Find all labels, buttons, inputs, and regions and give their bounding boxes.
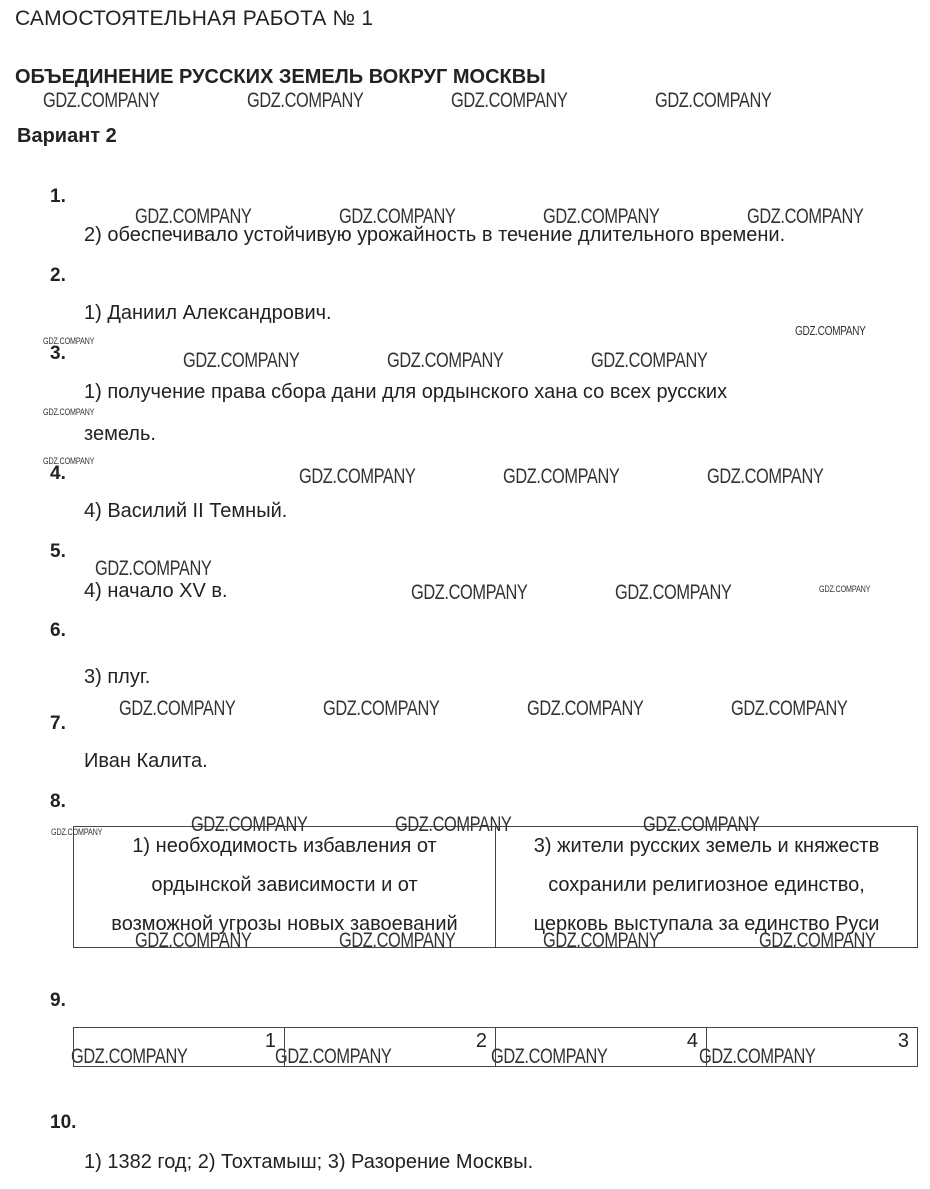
answer-9-cell-2: 2 — [285, 1028, 496, 1067]
answer-8-cell-1-line-2: ордынской зависимости и от — [151, 874, 418, 896]
watermark: GDZ.COMPANY — [387, 349, 504, 372]
watermark: GDZ.COMPANY — [247, 89, 364, 112]
watermark: GDZ.COMPANY — [451, 89, 568, 112]
watermark: GDZ.COMPANY — [275, 1045, 392, 1068]
answer-1: 2) обеспечивало устойчивую урожайность в течение длительного времени. — [84, 224, 786, 246]
answer-10: 1) 1382 год; 2) Тохтамыш; 3) Разорение Москвы. — [84, 1151, 534, 1173]
answer-8-cell-2-line-3: церковь выступала за единство Руси — [533, 913, 880, 935]
watermark: GDZ.COMPANY — [43, 336, 95, 346]
watermark: GDZ.COMPANY — [323, 697, 440, 720]
question-number-10: 10. — [50, 1112, 77, 1133]
watermark: GDZ.COMPANY — [503, 465, 620, 488]
answer-5: 4) начало XV в. — [84, 580, 228, 602]
answer-8-cell-2-line-1: 3) жители русских земель и княжеств — [533, 835, 880, 857]
watermark: GDZ.COMPANY — [395, 813, 512, 836]
question-number-5: 5. — [50, 541, 66, 562]
question-number-6: 6. — [50, 620, 66, 641]
table-cell — [74, 827, 496, 948]
watermark: GDZ.COMPANY — [71, 1045, 188, 1068]
watermark: GDZ.COMPANY — [655, 89, 772, 112]
watermark: GDZ.COMPANY — [119, 697, 236, 720]
answer-9-cell-1: 1 — [74, 1028, 285, 1067]
watermark: GDZ.COMPANY — [183, 349, 300, 372]
answer-8-cell-1-line-3: возможной угрозы новых завоеваний — [111, 913, 458, 935]
question-number-2: 2. — [50, 265, 66, 286]
watermark: GDZ.COMPANY — [819, 584, 871, 594]
watermark: GDZ.COMPANY — [747, 205, 864, 228]
watermark: GDZ.COMPANY — [491, 1045, 608, 1068]
watermark: GDZ.COMPANY — [759, 929, 876, 952]
watermark: GDZ.COMPANY — [43, 407, 95, 417]
question-number-7: 7. — [50, 713, 66, 734]
answer-3-line-2: земель. — [84, 423, 156, 445]
question-number-1: 1. — [50, 186, 66, 207]
watermark: GDZ.COMPANY — [731, 697, 848, 720]
watermark: GDZ.COMPANY — [699, 1045, 816, 1068]
watermark: GDZ.COMPANY — [615, 581, 732, 604]
question-number-3: 3. — [50, 343, 66, 364]
answer-2: 1) Даниил Александрович. — [84, 302, 332, 324]
variant-label: Вариант 2 — [17, 125, 117, 147]
table-cell — [496, 827, 918, 948]
question-number-8: 8. — [50, 791, 66, 812]
answer-9-table — [73, 1027, 918, 1067]
answer-4: 4) Василий II Темный. — [84, 500, 288, 522]
watermark: GDZ.COMPANY — [543, 929, 660, 952]
watermark: GDZ.COMPANY — [543, 205, 660, 228]
watermark: GDZ.COMPANY — [339, 929, 456, 952]
answer-8-cell-1-line-1: 1) необходимость избавления от — [132, 835, 437, 857]
answer-8-table — [73, 826, 918, 948]
watermark: GDZ.COMPANY — [527, 697, 644, 720]
watermark: GDZ.COMPANY — [51, 827, 103, 837]
watermark: GDZ.COMPANY — [707, 465, 824, 488]
watermark: GDZ.COMPANY — [591, 349, 708, 372]
watermark: GDZ.COMPANY — [135, 929, 252, 952]
table-row — [74, 1028, 918, 1067]
page-title: САМОСТОЯТЕЛЬНАЯ РАБОТА № 1 — [15, 7, 374, 30]
watermark: GDZ.COMPANY — [339, 205, 456, 228]
question-number-4: 4. — [50, 463, 66, 484]
answer-3-line-1: 1) получение права сбора дани для ордынского хана со всех русских — [84, 381, 728, 403]
answer-6: 3) плуг. — [84, 666, 151, 688]
table-row — [74, 827, 918, 948]
watermark: GDZ.COMPANY — [43, 456, 95, 466]
watermark: GDZ.COMPANY — [299, 465, 416, 488]
watermark: GDZ.COMPANY — [95, 557, 212, 580]
answer-8-cell-2-line-2: сохранили религиозное единство, — [548, 874, 865, 896]
watermark: GDZ.COMPANY — [43, 89, 160, 112]
watermark: GDZ.COMPANY — [135, 205, 252, 228]
answer-9-cell-3: 4 — [496, 1028, 707, 1067]
watermark: GDZ.COMPANY — [795, 323, 866, 338]
watermark: GDZ.COMPANY — [643, 813, 760, 836]
answer-7: Иван Калита. — [84, 750, 208, 772]
watermark: GDZ.COMPANY — [191, 813, 308, 836]
topic-heading: ОБЪЕДИНЕНИЕ РУССКИХ ЗЕМЕЛЬ ВОКРУГ МОСКВЫ — [15, 66, 546, 88]
answer-9-cell-4: 3 — [707, 1028, 918, 1067]
question-number-9: 9. — [50, 990, 66, 1011]
watermark: GDZ.COMPANY — [411, 581, 528, 604]
